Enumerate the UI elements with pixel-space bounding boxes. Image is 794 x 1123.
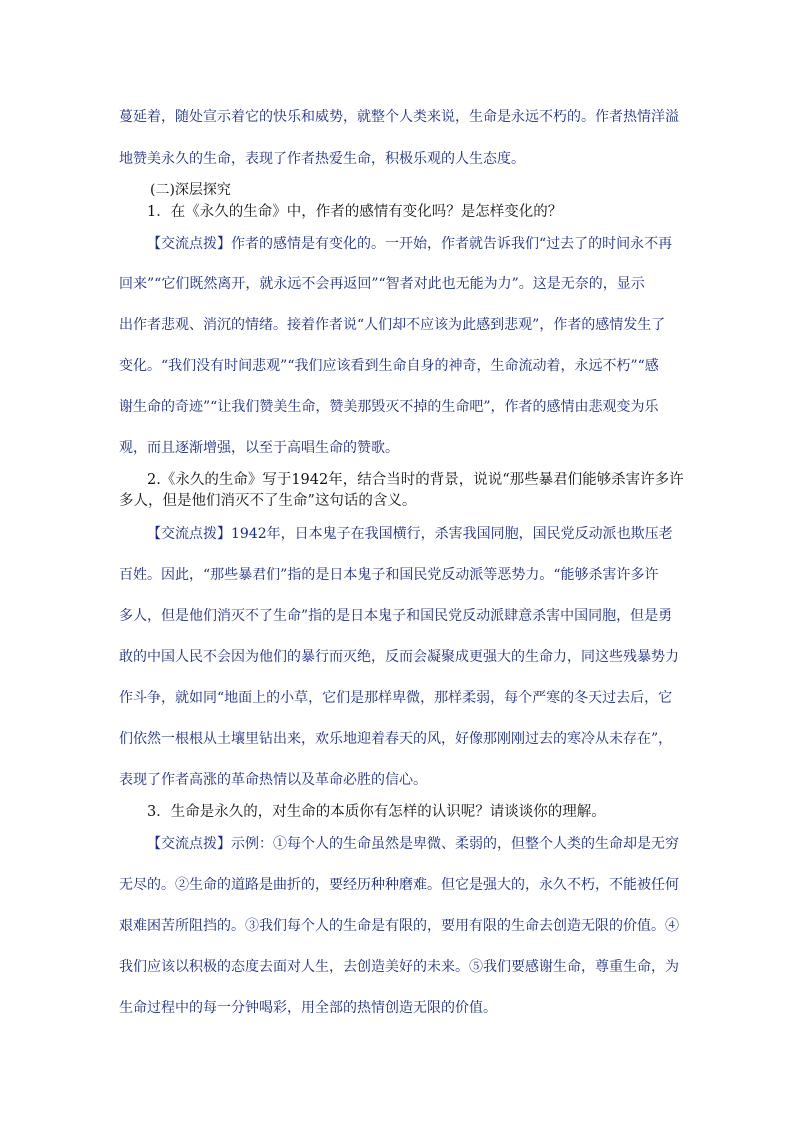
section-heading: (二)深层探究 <box>150 182 231 198</box>
text-line: 蔓延着，随处宣示着它的快乐和威势，就整个人类来说，生命是永远不朽的。作者热情洋溢 <box>119 109 679 125</box>
answer-1-line: 谢生命的奇迹”“让我们赞美生命，赞美那毁灭不掉的生命吧”，作者的感情由悲观变为乐 <box>119 399 659 415</box>
answer-2-line: 多人，但是他们消灭不了生命”指的是日本鬼子和国民党反动派肆意杀害中国同胞，但是勇 <box>119 608 673 624</box>
question-2-cont: 多人，但是他们消灭不了生命”这句话的含义。 <box>119 493 417 509</box>
answer-2-line: 敢的中国人民不会因为他们的暴行而灭绝，反而会凝聚成更强大的生命力，同这些残暴势力 <box>119 649 679 665</box>
answer-2-line: 表现了作者高涨的革命热情以及革命必胜的信心。 <box>119 772 427 788</box>
text-line: 地赞美永久的生命，表现了作者热爱生命，积极乐观的人生态度。 <box>119 151 525 167</box>
answer-1-line: 回来”“它们既然离开，就永远不会再返回”“智者对此也无能为力”。这是无奈的，显示 <box>119 276 645 292</box>
question-3: 3．生命是永久的，对生命的本质你有怎样的认识呢？请谈谈你的理解。 <box>147 804 606 820</box>
answer-2-line: 们依然一根根从土壤里钻出来，欢乐地迎着春天的风，好像那刚刚过去的寒冷从未存在”， <box>119 731 673 747</box>
answer-1-line: 出作者悲观、消沉的情绪。接着作者说“人们却不应该为此感到悲观”，作者的感情发生了 <box>119 317 666 333</box>
answer-2-line: 【交流点拨】1942年，日本鬼子在我国横行，杀害我国同胞，国民党反动派也欺压老 <box>147 526 673 542</box>
answer-2-line: 作斗争，就如同“地面上的小草，它们是那样卑微，那样柔弱，每个严寒的冬天过去后，它 <box>119 690 673 706</box>
question-1: 1．在《永久的生命》中，作者的感情有变化吗？是怎样变化的？ <box>147 204 563 220</box>
answer-3-line: 我们应该以积极的态度去面对人生，去创造美好的未来。⑤我们要感谢生命，尊重生命，为 <box>119 959 679 975</box>
answer-3-line: 【交流点拨】示例：①每个人的生命虽然是卑微、柔弱的，但整个人类的生命却是无穷 <box>147 836 679 852</box>
answer-3-line: 艰难困苦所阻挡的。③我们每个人的生命是有限的，要用有限的生命去创造无限的价值。④ <box>119 918 679 934</box>
answer-1-line: 观，而且逐渐增强，以至于高唱生命的赞歌。 <box>119 440 399 456</box>
question-2: 2.《永久的生命》写于1942年，结合当时的背景，说说“那些暴君们能够杀害许多许 <box>147 472 684 488</box>
answer-3-line: 无尽的。②生命的道路是曲折的，要经历种种磨难。但它是强大的，永久不朽，不能被任何 <box>119 877 679 893</box>
answer-2-line: 百姓。因此，“那些暴君们”指的是日本鬼子和国民党反动派等恶势力。“能够杀害许多许 <box>119 567 659 583</box>
answer-1-line: 变化。“我们没有时间悲观”“我们应该看到生命自身的神奇，生命流动着，永远不朽”“感 <box>119 358 659 374</box>
answer-3-line: 生命过程中的每一分钟喝彩，用全部的热情创造无限的价值。 <box>119 1000 497 1016</box>
answer-1-line: 【交流点拨】作者的感情是有变化的。一开始，作者就告诉我们“过去了的时间永不再 <box>147 236 673 252</box>
